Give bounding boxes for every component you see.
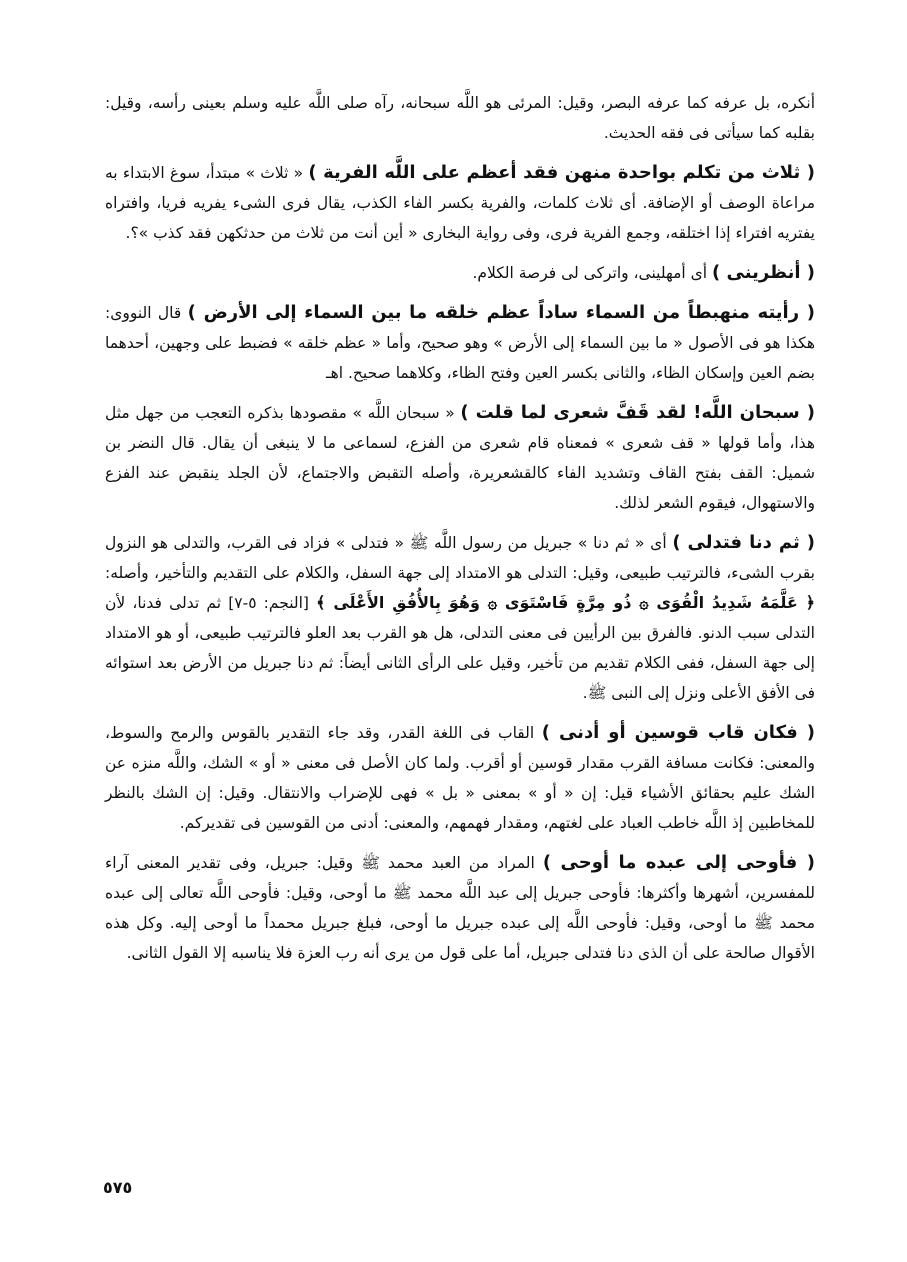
paragraph-text-continued: ثم تدلى فدنا، لأن التدلى سبب الدنو. فالفرق بين الرأيين فى معنى التدلى، هل هو القرب بعد العلو فالترتيب طبيعى، أو هو الامتداد إلى جهة السفل، ففى الكلام تقديم من تأخير، وقيل على الرأى الثانى أيضاً: ثم دنا جبريل من الأرض بعد استوائه فى الأفق الأعلى ونزل إلى النبى ﷺ. [105, 594, 815, 702]
paragraph-8 [105, 848, 815, 968]
verse-reference: [النجم: ٥-٧] [228, 594, 309, 612]
paragraph-2 [105, 158, 815, 248]
paragraph-text: أى « ثم دنا » جبريل من رسول اللَّه ﷺ « فتدلى » فزاد فى القرب، والتدلى هو النزول بقرب الشىء، فالترتيب طبيعى، وقيل: التدلى هو الامتداد إلى جهة السفل، والكلام على التقديم والتأخير، وأصله: [105, 534, 815, 582]
paragraph-text: « ثلاث » مبتدأ، سوغ الابتداء به مراعاة الوصف أو الإضافة. أى ثلاث كلمات، والفرية بكسر الفاء الكذب، يقال فرى الشىء يفريه فريا، وافتراه يفتريه افتراء إذا اختلقه، وجمع الفرية فرى، وفى رواية البخارى « أين أنت من ثلاث من حدثكهن فقد كذب »؟. [105, 164, 815, 242]
paragraph-5 [105, 398, 815, 518]
paragraph-heading: ( ثم دنا فتدلى ) [672, 532, 815, 553]
paragraph-heading: ( رأيته منهبطاً من السماء ساداً عظم خلقه ما بين السماء إلى الأرض ) [187, 302, 815, 323]
paragraph-text: « سبحان اللَّه » مقصودها بذكره التعجب من جهل مثل هذا، وأما قولها « قف شعرى » فمعناه قام شعرى من الفزع، لسماعى ما لا ينبغى أن يقال. قال النضر بن شميل: القف بفتح القاف وتشديد الفاء كالقشعريرة، وأصله التقبض والاجتماع، لأن الجلد ينقبض عند الفزع والاستهوال، فيقوم الشعر لذلك. [105, 404, 815, 512]
paragraph-4 [105, 298, 815, 388]
paragraph-text: القاب فى اللغة القدر، وقد جاء التقدير بالقوس والرمح والسوط، والمعنى: فكانت مسافة القرب مقدار قوسين أو أقرب. ولما كان الأصل فى معنى « أو » الشك، واللَّه منزه عن الشك عليم بحقائق الأشياء قيل: إن « أو » بمعنى « بل » فهى للإضراب والانتقال. وقيل: إن الشك بالنظر للمخاطبين إذ اللَّه خاطب العباد على لغتهم، ومقدار فهمهم، والمعنى: أدنى من القوسين فى تقديركم. [105, 724, 815, 832]
paragraph-1 [105, 88, 815, 148]
paragraph-7 [105, 718, 815, 838]
page-number: ٥٧٥ [103, 1178, 133, 1197]
paragraph-text: المراد من العبد محمد ﷺ وقيل: جبريل، وفى تقدير المعنى آراء للمفسرين، أشهرها وأكثرها: فأوحى جبريل إلى عبد اللَّه محمد ﷺ ما أوحى، وقيل: فأوحى اللَّه تعالى إلى عبده محمد ﷺ ما أوحى، وقيل: فأوحى اللَّه إلى عبده جبريل ما أوحى، فبلغ جبريل محمداً ما أوحى إليه. وكل هذه الأقوال صالحة على أن الذى دنا فتدلى جبريل، أما على قول من يرى أنه رب العزة فلا يناسبه إلا القول الثانى. [105, 854, 815, 962]
paragraph-3 [105, 258, 815, 288]
paragraph-6 [105, 528, 815, 708]
paragraph-text: أى أمهلينى، واتركى لى فرصة الكلام. [472, 264, 708, 282]
quran-verse: ﴿ عَلَّمَهُ شَدِيدُ الْقُوَى ۞ ذُو مِرَّةٍ فَاسْتَوَى ۞ وَهُوَ بِالأُفُقِ الأَعْلَى ﴾ [316, 593, 816, 612]
paragraph-heading: ( ثلاث من تكلم بواحدة منهن فقد أعظم على اللَّه الفرية ) [308, 162, 815, 183]
paragraph-text: قال النووى: هكذا هو فى الأصول « ما بين السماء إلى الأرض » وهو صحيح، وأما « عظم خلقه » فضبط على وجهين، أحدهما بضم العين وإسكان الظاء، والثانى بكسر العين وفتح الظاء، وكلاهما صحيح. اهـ [105, 304, 815, 382]
paragraph-heading: ( فكان قاب قوسين أو أدنى ) [541, 722, 815, 743]
paragraph-text: أنكره، بل عرفه كما عرفه البصر، وقيل: المرئى هو اللَّه سبحانه، رآه صلى اللَّه عليه وسلم بعينى رأسه، وقيل: بقلبه كما سيأتى فى فقه الحديث. [105, 94, 815, 142]
page-body [105, 88, 815, 968]
paragraph-heading: ( سبحان اللَّه! لقد قَفَّ شعرى لما قلت ) [460, 402, 815, 423]
paragraph-heading: ( أنظرينى ) [712, 262, 815, 283]
paragraph-heading: ( فأوحى إلى عبده ما أوحى ) [542, 852, 815, 873]
